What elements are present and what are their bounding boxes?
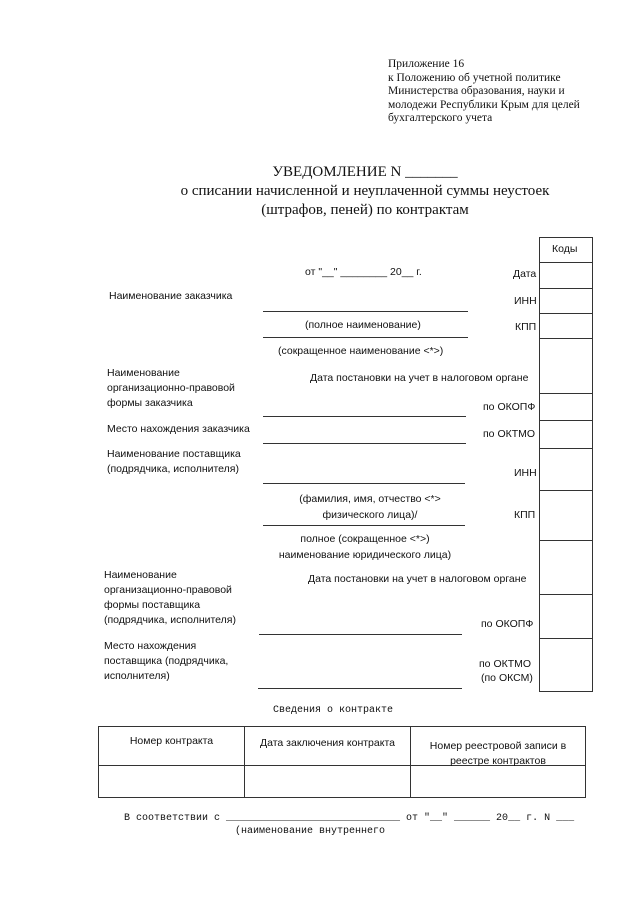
label-inn-supplier: ИНН [514,467,537,479]
footer-line-2: (наименование внутреннего [235,826,386,837]
customer-full-name-line[interactable] [263,337,468,338]
contract-cell-number[interactable] [99,770,244,794]
hint-short-name: (сокращенное наименование <*>) [278,345,444,357]
notice-date-line: от "__" ________ 20__ г. [305,266,422,278]
label-line: формы поставщика [104,599,201,611]
supplier-location-line[interactable] [258,688,462,689]
appendix-line: к Положению об учетной политике [388,71,561,84]
title-line-3: (штрафов, пеней) по контрактам [261,202,469,218]
codes-row-divider [539,393,593,394]
codes-header: Коды [552,243,578,255]
title-line-1: УВЕДОМЛЕНИЕ N _______ [272,164,458,180]
codes-row-divider [539,338,593,339]
codes-row-divider [539,490,593,491]
document-title [0,163,639,220]
codes-row-divider [539,594,593,595]
hint-line: физического лица)/ [322,509,418,521]
label-tax-registration-supplier: Дата постановки на учет в налоговом органе [308,573,527,585]
hint-line: (фамилия, имя, отчество <*> [299,493,441,505]
supplier-org-form-line[interactable] [259,634,462,635]
label-kpp-supplier: КПП [514,509,536,521]
label-line: Место нахождения [104,640,197,652]
label-supplier-name [107,447,241,477]
label-inn: ИНН [514,295,537,307]
label-date: Дата [513,268,537,280]
label-kpp: КПП [515,321,537,333]
contract-cell-registry[interactable] [411,770,585,794]
label-supplier-org-form [104,568,236,628]
hint-legal-name [265,531,465,563]
hint-full-name: (полное наименование) [305,319,421,331]
codes-row-divider [539,288,593,289]
contract-col-number: Номер контракта [129,735,214,747]
contract-col-date: Дата заключения контракта [260,737,395,749]
label-line: поставщика (подрядчика, [104,655,229,667]
hint-line: наименование юридического лица) [278,549,452,561]
hint-fio [285,491,455,523]
appendix-line: Приложение 16 [388,58,465,70]
customer-location-line[interactable] [263,443,466,444]
hint-line: полное (сокращенное <*>) [300,533,430,545]
label-line: (подрядчика, исполнителя) [107,463,239,475]
appendix-block [388,58,580,126]
label-tax-registration-customer: Дата постановки на учет в налоговом органе [310,372,529,384]
contract-section-heading: Сведения о контракте [273,705,394,716]
codes-row-divider [539,540,593,541]
label-oksm-supplier: (по ОКСМ) [481,672,533,684]
appendix-line: бухгалтерского учета [388,112,493,124]
label-customer-location: Место нахождения заказчика [107,423,250,435]
label-line: исполнителя) [104,670,170,682]
customer-name-line[interactable] [263,311,468,312]
label-okopf-customer: по ОКОПФ [483,401,536,413]
codes-row-divider [539,448,593,449]
label-oktmo-supplier: по ОКТМО [479,658,532,670]
label-line: (подрядчика, исполнителя) [104,614,236,626]
title-line-2: о списании начисленной и неуплаченной суммы неустоек [180,183,550,199]
label-supplier-location [104,639,228,684]
appendix-line: молодежи Республики Крым для целей [388,98,580,111]
codes-column [539,237,593,692]
label-oktmo-customer: по ОКТМО [483,428,536,440]
label-line: Наименование поставщика [107,448,241,460]
appendix-line: Министерства образования, науки и [388,85,565,97]
codes-row-divider [539,638,593,639]
supplier-name-line[interactable] [263,483,465,484]
label-customer-name: Наименование заказчика [109,290,233,302]
contract-cell-date[interactable] [245,770,410,794]
label-line: Наименование [104,569,177,581]
label-line: формы заказчика [107,397,193,409]
customer-org-form-line[interactable] [263,416,466,417]
contract-col-registry: Номер реестровой записи в реестре контрактов [429,740,567,767]
label-customer-org-form [107,366,235,411]
codes-row-divider [539,313,593,314]
label-line: организационно-правовой [104,584,232,596]
label-okopf-supplier: по ОКОПФ [481,618,534,630]
footer-line-1: В соответствии с _____________________________ от "__" ______ 20__ г. N ___ [124,813,575,824]
codes-row-divider [539,262,593,263]
supplier-fio-line[interactable] [263,525,465,526]
codes-row-divider [539,420,593,421]
label-line: Наименование [107,367,180,379]
label-line: организационно-правовой [107,382,235,394]
